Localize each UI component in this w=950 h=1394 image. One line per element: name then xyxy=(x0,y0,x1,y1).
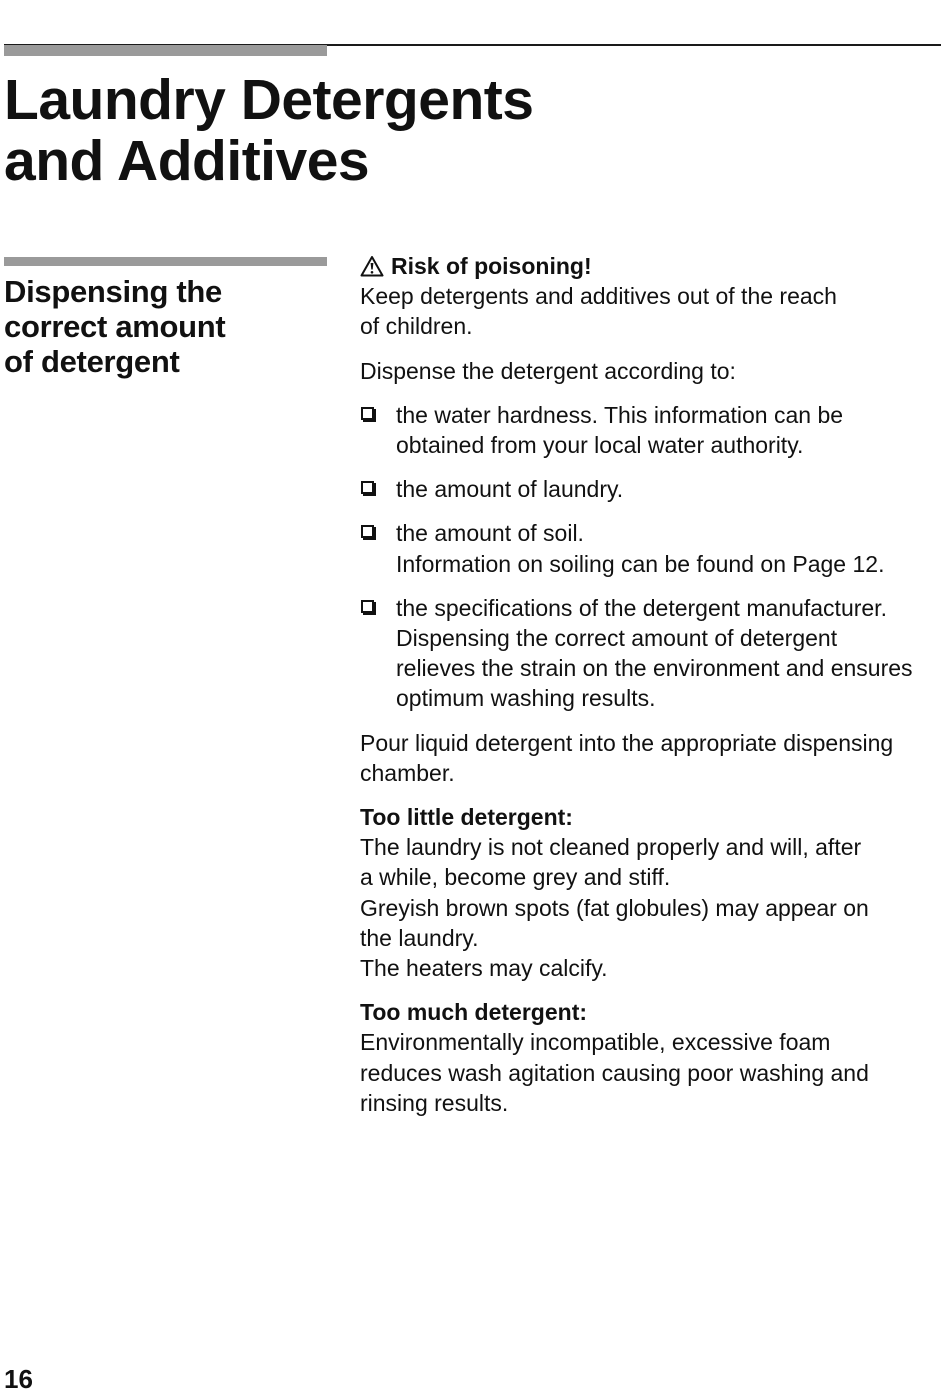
list-item-line: optimum washing results. xyxy=(396,685,656,712)
section-heading xyxy=(4,274,324,379)
too-much-block xyxy=(360,997,945,1118)
header-bar xyxy=(4,45,327,56)
too-little-line: a while, become grey and stiff. xyxy=(360,864,671,891)
page-title-line: Laundry Detergents xyxy=(4,68,534,132)
intro-text: Dispense the detergent according to: xyxy=(360,357,736,384)
warning-triangle-icon xyxy=(360,255,384,277)
checkbox-bullet-icon xyxy=(361,600,374,613)
warning-title: Risk of poisoning! xyxy=(391,253,592,279)
too-much-heading: Too much detergent: xyxy=(360,999,588,1026)
list-item-line: Information on soiling can be found on Page 12. xyxy=(396,550,885,577)
page-title xyxy=(4,70,533,192)
pour-text-line: Pour liquid detergent into the appropriate dispensing xyxy=(360,729,894,756)
too-much-line: rinsing results. xyxy=(360,1089,509,1116)
warning-block xyxy=(360,251,945,342)
section-bar xyxy=(4,257,327,266)
list-item-line: the amount of soil. xyxy=(396,520,584,547)
warning-text-line: of children. xyxy=(360,313,473,340)
pour-text-line: chamber. xyxy=(360,759,455,786)
too-much-line: Environmentally incompatible, excessive foam xyxy=(360,1029,831,1056)
section-heading-line: correct amount xyxy=(4,309,226,344)
section-heading-line: of detergent xyxy=(4,344,180,379)
list-item-line: the specifications of the detergent manufacturer. xyxy=(396,594,887,621)
list-item-line: the water hardness. This information can be xyxy=(396,401,844,428)
checkbox-bullet-icon xyxy=(361,525,374,538)
too-little-line: Greyish brown spots (fat globules) may appear on xyxy=(360,894,869,921)
list-item-line: obtained from your local water authority. xyxy=(396,432,804,459)
too-much-line: reduces wash agitation causing poor washing and xyxy=(360,1059,869,1086)
page-title-line: and Additives xyxy=(4,129,370,193)
list-item-line: the amount of laundry. xyxy=(396,476,624,503)
list-item-line: relieves the strain on the environment and ensures xyxy=(396,655,913,682)
main-content xyxy=(360,251,945,1118)
list-item-line: Dispensing the correct amount of detergent xyxy=(396,625,838,652)
checkbox-bullet-icon xyxy=(361,481,374,494)
list-item xyxy=(360,474,945,504)
too-little-line: the laundry. xyxy=(360,924,479,951)
warning-title-row xyxy=(360,251,945,281)
page-number: 16 xyxy=(4,1364,33,1394)
too-little-line: The heaters may calcify. xyxy=(360,955,608,982)
checkbox-bullet-icon xyxy=(361,407,374,420)
section-heading-line: Dispensing the xyxy=(4,274,222,309)
too-little-line: The laundry is not cleaned properly and will, after xyxy=(360,834,862,861)
warning-text-line: Keep detergents and additives out of the reach xyxy=(360,283,837,310)
list-item xyxy=(360,518,945,578)
dispense-criteria-list xyxy=(360,400,945,714)
too-little-heading: Too little detergent: xyxy=(360,804,573,831)
list-item xyxy=(360,400,945,460)
pour-paragraph xyxy=(360,728,945,788)
too-little-block xyxy=(360,802,945,983)
list-item xyxy=(360,593,945,714)
